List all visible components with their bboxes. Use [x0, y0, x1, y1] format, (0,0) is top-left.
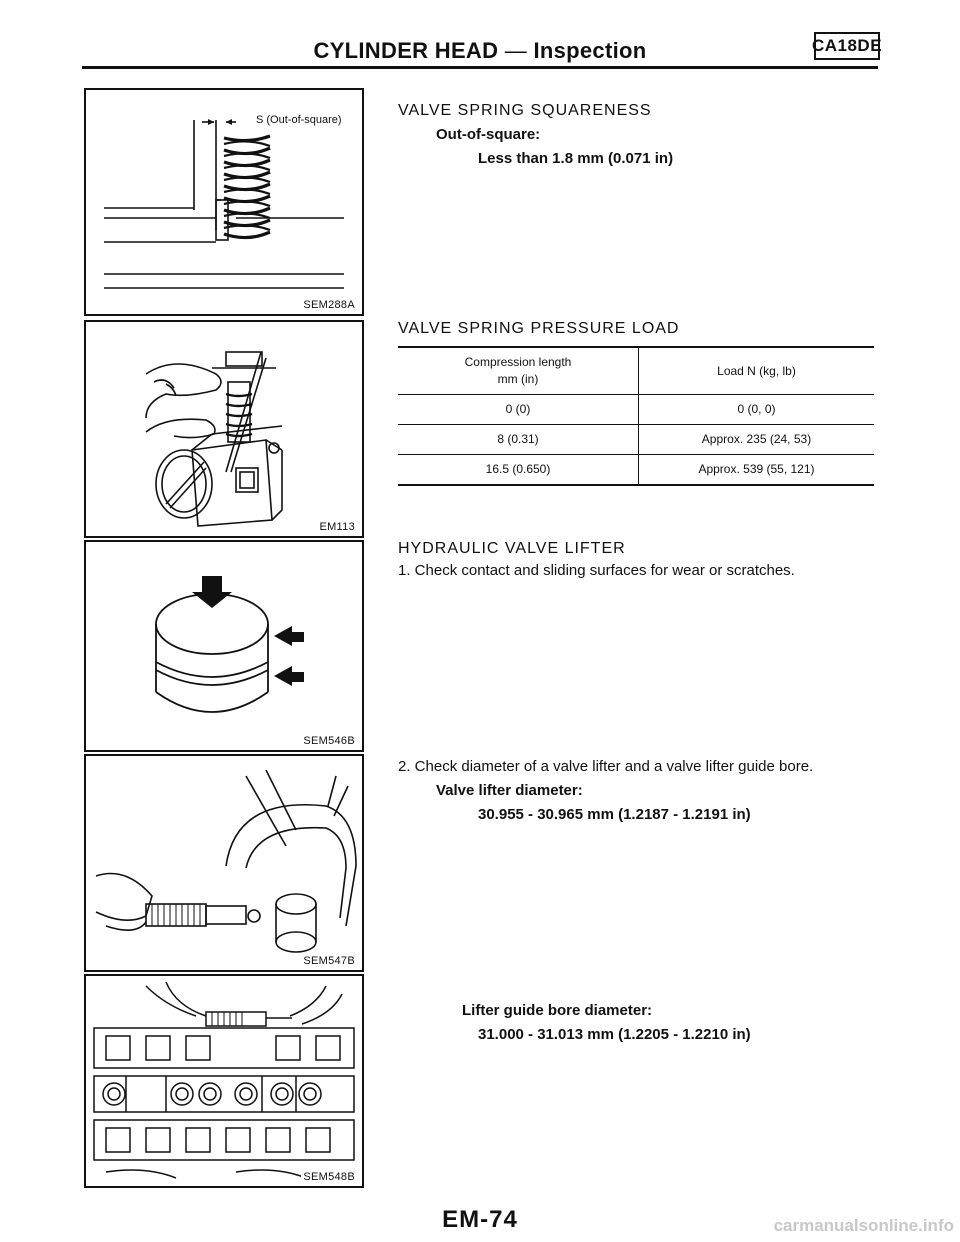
lifter-step-1: 1. Check contact and sliding surfaces for wear or scratches. — [398, 562, 795, 579]
figure-code: EM113 — [319, 521, 355, 533]
lifter-step-2: 2. Check diameter of a valve lifter and a valve lifter guide bore. — [398, 758, 814, 775]
figure-micrometer — [84, 754, 364, 972]
title-separator: — — [504, 38, 528, 63]
cell-load: Approx. 539 (55, 121) — [639, 454, 875, 484]
engine-code-badge: CA18DE — [814, 32, 880, 60]
table-header-row — [398, 348, 874, 394]
title-main: CYLINDER HEAD — [313, 38, 499, 63]
col-header-length-line1: Compression length — [464, 354, 572, 369]
lifter-diameter-value: 30.955 - 30.965 mm (1.2187 - 1.2191 in) — [478, 806, 751, 823]
table-bottom-rule — [398, 484, 874, 486]
squareness-label: Out-of-square: — [436, 126, 541, 143]
lifter-heading: HYDRAULIC VALVE LIFTER — [398, 540, 626, 557]
figure-bore-measurement — [84, 974, 364, 1188]
title-subtitle: Inspection — [533, 38, 647, 63]
figure-code: SEM548B — [303, 1171, 355, 1183]
arrow-left-icon — [274, 626, 304, 646]
col-header-load: Load N (kg, lb) — [717, 363, 796, 378]
bore-diameter-label: Lifter guide bore diameter: — [462, 1002, 653, 1019]
cell-length: 0 (0) — [398, 394, 639, 424]
arrow-left-icon — [274, 666, 304, 686]
header-rule — [82, 66, 878, 69]
table-row — [398, 424, 874, 454]
out-of-square-label: S (Out-of-square) — [256, 114, 342, 126]
bore-measurement-illustration — [86, 976, 362, 1186]
spring-tester-illustration — [86, 322, 362, 536]
pressure-heading: VALVE SPRING PRESSURE LOAD — [398, 320, 680, 337]
watermark: carmanualsonline.info — [773, 1216, 954, 1235]
arrow-down-icon — [192, 576, 232, 608]
squareness-heading: VALVE SPRING SQUARENESS — [398, 102, 652, 119]
cell-load: Approx. 235 (24, 53) — [639, 424, 875, 454]
figure-code: SEM546B — [303, 735, 355, 747]
figure-spring-squareness — [84, 88, 364, 316]
page-number: EM-74 — [442, 1206, 518, 1233]
lifter-diameter-label: Valve lifter diameter: — [436, 782, 583, 799]
col-header-length — [398, 348, 639, 394]
figure-valve-lifter — [84, 540, 364, 752]
figure-spring-tester — [84, 320, 364, 538]
valve-lifter-illustration — [86, 542, 362, 750]
cell-length: 8 (0.31) — [398, 424, 639, 454]
col-header-length-line2: mm (in) — [497, 371, 539, 386]
table-row — [398, 394, 874, 424]
squareness-value: Less than 1.8 mm (0.071 in) — [478, 150, 674, 167]
pressure-table — [398, 346, 874, 486]
bore-diameter-value: 31.000 - 31.013 mm (1.2205 - 1.2210 in) — [478, 1026, 751, 1043]
micrometer-illustration — [86, 756, 362, 970]
figure-code: SEM288A — [303, 299, 355, 311]
table-row — [398, 454, 874, 484]
figure-code: SEM547B — [303, 955, 355, 967]
cell-load: 0 (0, 0) — [639, 394, 875, 424]
cell-length: 16.5 (0.650) — [398, 454, 639, 484]
